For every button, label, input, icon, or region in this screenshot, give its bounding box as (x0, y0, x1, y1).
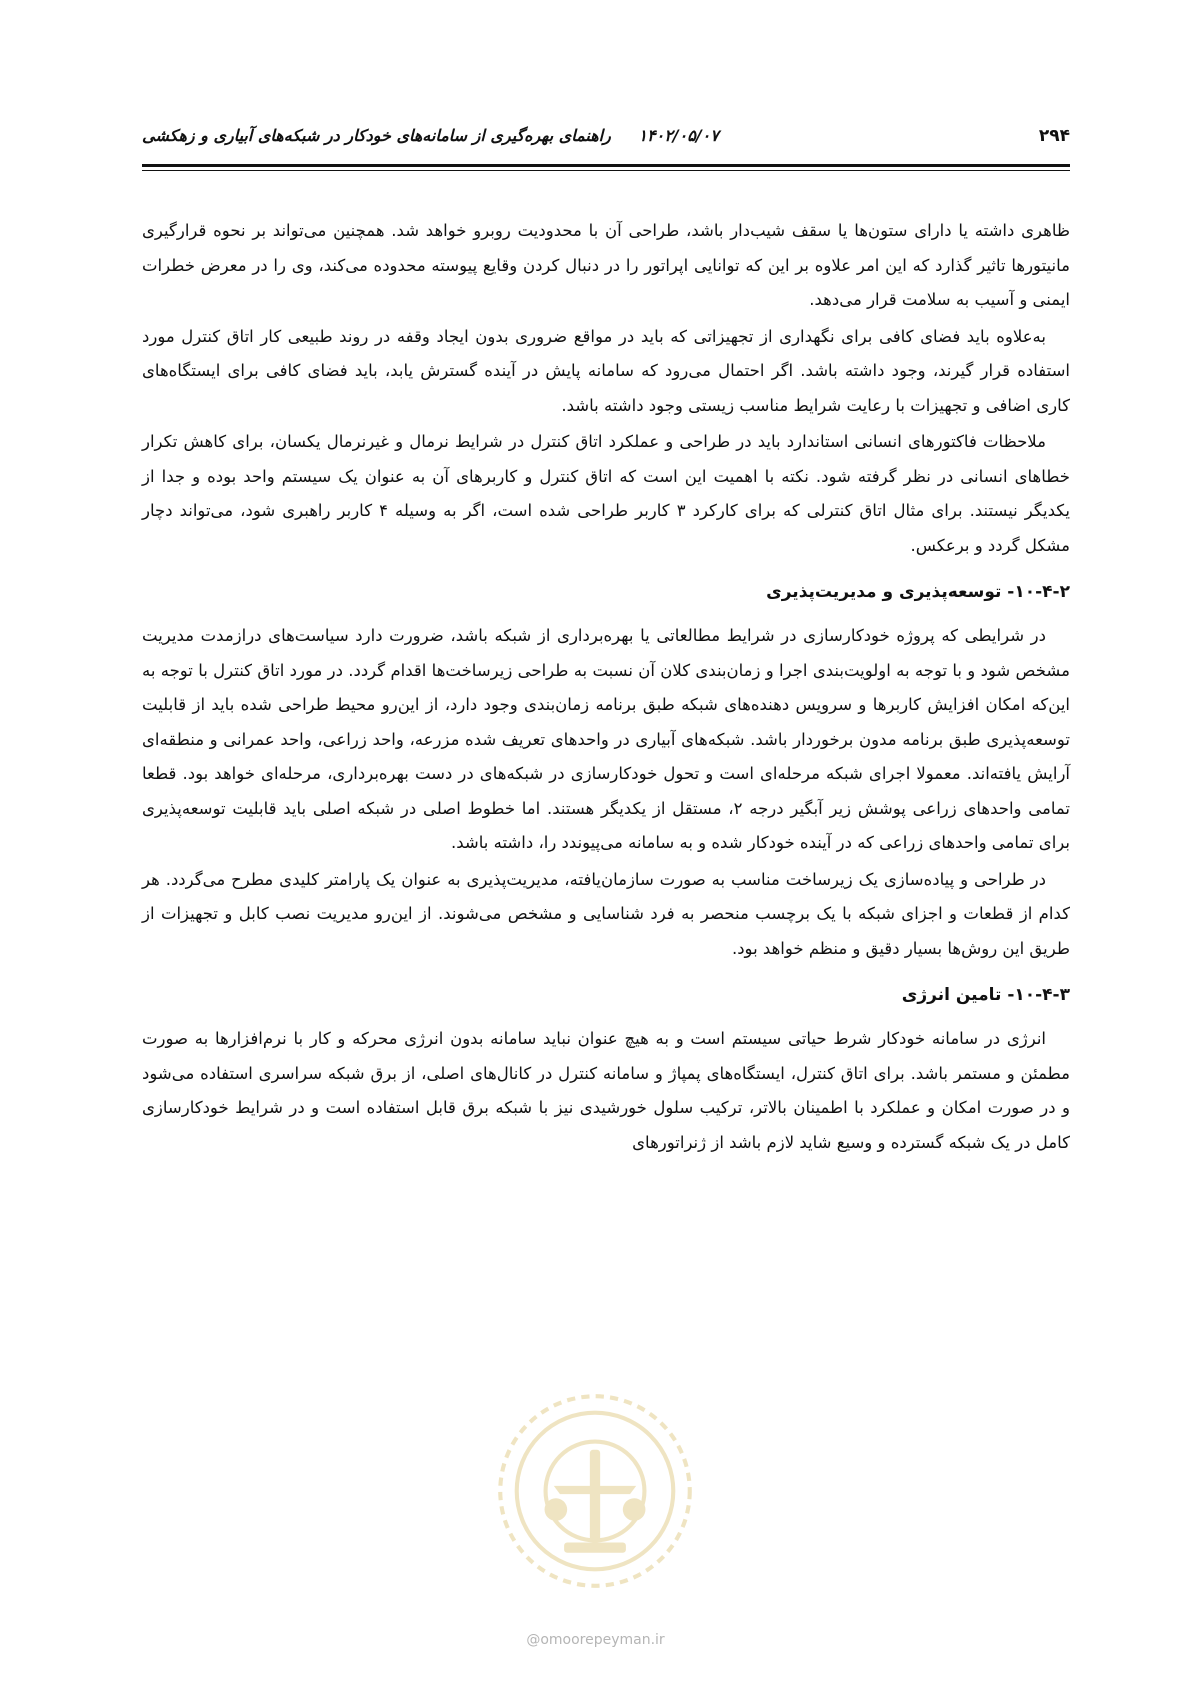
page-body (142, 214, 1070, 1162)
header-rule-thick (142, 164, 1070, 167)
header-title-text: راهنمای بهره‌گیری از سامانه‌های خودکار در شبکه‌های آبیاری و زهکشی (142, 126, 611, 145)
paragraph: به‌علاوه باید فضای کافی برای نگهداری از تجهیزاتی که باید در مواقع ضروری بدون ایجاد وقفه در روند طبیعی کار اتاق کنترل مورد استفاده قرار گیرند، وجود داشته باشد. اگر احتمال می‌رود که سامانه پایش در آینده گسترش یابد، باید فضای کافی برای ایستگاه‌های کاری اضافی و تجهیزات با رعایت شرایط مناسب زیستی وجود داشته باشد. (142, 326, 1070, 415)
section-heading-energy: ۱۰-۴-۳- تامین انرژی (901, 985, 1070, 1005)
page-header (142, 126, 1070, 166)
paragraph: در شرایطی که پروژه خودکارسازی در شرایط مطالعاتی یا بهره‌برداری از شبکه باشد، ضرورت دارد سیاست‌های درازمدت مدیریت مشخص شود و با توجه به اولویت‌بندی اجرا و زمان‌بندی کلان آن نسبت به طراحی زیرساخت‌ها اقدام گردد. در مورد اتاق کنترل با توجه به این‌که امکان افزایش کاربرها و سرویس دهنده‌های شبکه طبق برنامه زمان‌بندی وجود دارد، از این‌رو محیط طراحی شده باید از قابلیت توسعه‌پذیری طبق برنامه مدون برخوردار باشد. شبکه‌های آبیاری در واحدهای تعریف شده مزرعه، واحد زراعی، واحد عمرانی و منطقه‌ای آرایش یافته‌اند. معمولا اجرای شبکه مرحله‌ای است و تحول خودکارسازی در شبکه‌های در دست بهره‌برداری، مرحله‌ای خواهد بود. قطعا تمامی واحدهای زراعی پوشش زیر آبگیر درجه ۲، مستقل از یکدیگر هستند. اما خطوط اصلی در شبکه اصلی باید قابلیت توسعه‌پذیری برای تمامی واحدهای زراعی که در آینده خودکار شده و به سامانه می‌پیوندد را، داشته باشد. (142, 626, 1070, 852)
footer-url: @omoorepeyman.ir (526, 1632, 665, 1648)
header-date: ۱۴۰۲/۰۵/۰۷ (638, 126, 719, 145)
paragraph: ظاهری داشته یا دارای ستون‌ها یا سقف شیب‌دار باشد، طراحی آن با محدودیت روبرو خواهد شد. همچنین می‌تواند بر نحوه قرارگیری مانیتورها تاثیر گذارد که این امر علاوه بر این که توانایی اپراتور را در دنبال کردن وقایع پیوسته محدوده می‌کند، وی را در معرض خطرات ایمنی و آسیب به سلامت قرار می‌دهد. (142, 221, 1070, 309)
page-number: ۲۹۴ (1038, 126, 1070, 146)
section-heading-scalability: ۱۰-۴-۲- توسعه‌پذیری و مدیریت‌پذیری (766, 582, 1070, 602)
running-title (142, 126, 719, 145)
header-rule-thin (142, 170, 1070, 171)
company-seal-icon (492, 1388, 698, 1594)
paragraph: انرژی در سامانه خودکار شرط حیاتی سیستم است و به هیچ عنوان نباید سامانه بدون انرژی محرکه و کار با نرم‌افزارها به صورت مطمئن و مستمر باشد. برای اتاق کنترل، ایستگاه‌های پمپاژ و سامانه کنترل در کانال‌های اصلی، از برق شبکه سراسری استفاده می‌شود و در صورت امکان و عملکرد با اطمینان بالاتر، ترکیب سلول خورشیدی نیز با شبکه برق قابل استفاده است و در شرایط خودکارسازی کامل در یک شبکه گسترده و وسیع شاید لازم باشد از ژنراتورهای (142, 1029, 1070, 1152)
paragraph: در طراحی و پیاده‌سازی یک زیرساخت مناسب به صورت سازمان‌یافته، مدیریت‌پذیری به عنوان یک پارامتر کلیدی مطرح می‌گردد. هر کدام از قطعات و اجزای شبکه با یک برچسب منحصر به فرد شناسایی و مشخص می‌شوند. از این‌رو مدیریت نصب کابل و تجهیزات از طریق این روش‌ها بسیار دقیق و منظم خواهد بود. (142, 869, 1070, 958)
paragraph: ملاحظات فاکتورهای انسانی استاندارد باید در طراحی و عملکرد اتاق کنترل در شرایط نرمال و غیرنرمال یکسان، برای کاهش تکرار خطاهای انسانی در نظر گرفته شود. نکته با اهمیت این است که اتاق کنترل و کاربرهای آن به عنوان یک سیستم واحد بوده و جدا از یکدیگر نیستند. برای مثال اتاق کنترلی که برای کارکرد ۳ کاربر طراحی شده است، اگر به وسیله ۴ کاربر راهبری شود، می‌تواند دچار مشکل گردد و برعکس. (142, 432, 1070, 555)
